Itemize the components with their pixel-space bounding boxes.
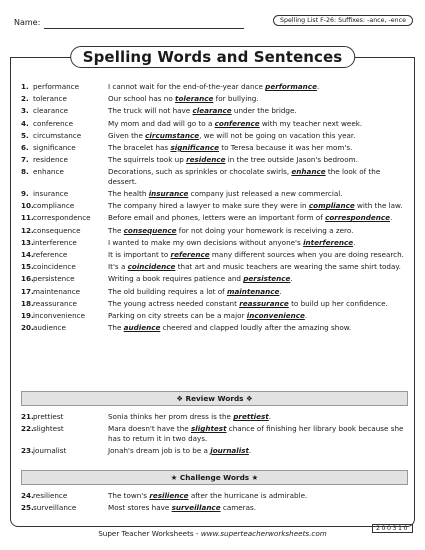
spelling-word: compliance	[33, 201, 75, 211]
sentence-text: Writing a book requires patience and	[108, 274, 244, 284]
example-sentence	[108, 299, 406, 309]
item-number: 13.	[21, 237, 34, 247]
list-item	[21, 189, 406, 199]
spelling-word: maintenance	[33, 286, 81, 296]
spelling-word: circumstance	[33, 130, 82, 140]
sentence-text: , we will not be going on vacation this year.	[199, 130, 356, 140]
list-item	[21, 94, 406, 104]
list-item	[21, 131, 406, 141]
example-sentence	[108, 287, 406, 297]
sentence-text: .	[248, 445, 252, 455]
example-sentence	[108, 503, 406, 513]
list-item	[21, 323, 406, 333]
example-sentence	[108, 446, 406, 456]
list-item	[21, 250, 406, 260]
spelling-word: persistence	[33, 274, 75, 284]
spelling-word: inconvenience	[33, 310, 86, 320]
example-sentence	[108, 189, 406, 199]
example-sentence	[108, 106, 406, 116]
example-sentence	[108, 155, 406, 165]
name-label: Name:	[14, 18, 41, 27]
sentence-text: .	[279, 286, 282, 296]
list-item	[21, 262, 406, 272]
example-sentence	[108, 94, 406, 104]
sentence-text: The young actress needed constant	[108, 298, 240, 308]
list-item	[21, 446, 406, 456]
highlighted-word: interference	[303, 237, 354, 247]
list-item	[21, 143, 406, 153]
sentence-text: The	[108, 323, 124, 333]
highlighted-word: conference	[214, 118, 260, 128]
challenge-words-header: ★ Challenge Words ★	[21, 470, 408, 485]
highlighted-word: compliance	[308, 201, 355, 211]
item-number: 5.	[21, 130, 29, 140]
sentence-text: Most stores have	[108, 503, 172, 513]
example-sentence	[108, 262, 406, 272]
sentence-text: .	[390, 213, 393, 223]
worksheet-code: 200310	[372, 524, 413, 533]
list-item	[21, 491, 406, 501]
sentence-text: I wanted to make my own decisions without anyone's	[108, 237, 304, 247]
list-item	[21, 213, 406, 223]
highlighted-word: coincidence	[127, 262, 176, 272]
highlighted-word: reference	[170, 250, 210, 260]
sentence-text: Sonia thinks her prom dress is the	[108, 412, 234, 421]
item-number: 14.	[21, 250, 34, 260]
sentence-text: It's a	[108, 262, 128, 272]
sentence-text: to Teresa because it was her mom's.	[218, 142, 353, 152]
highlighted-word: journalist	[210, 445, 249, 455]
sentence-text: .	[316, 82, 320, 91]
sentence-text: many different sources when you are doing research.	[209, 250, 404, 260]
example-sentence	[108, 167, 406, 186]
sentence-text: The town's	[108, 491, 150, 500]
sentence-text: The truck will not have	[108, 106, 193, 116]
sentence-text: for not doing your homework is receiving a zero.	[176, 225, 354, 235]
footer	[0, 529, 425, 538]
example-sentence	[108, 323, 406, 333]
item-number: 8.	[21, 167, 29, 177]
list-item	[21, 119, 406, 129]
highlighted-word: inconvenience	[246, 310, 305, 320]
list-item	[21, 106, 406, 116]
item-number: 20.	[21, 323, 34, 333]
list-item	[21, 287, 406, 297]
example-sentence	[108, 311, 406, 321]
list-item	[21, 167, 406, 186]
sentence-text: The	[108, 225, 124, 235]
sentence-text: Jonah's dream job is to be a	[108, 445, 211, 455]
spelling-word: reference	[33, 250, 68, 260]
sentence-text: Mara doesn't have the	[108, 424, 192, 434]
sentence-text: My mom and dad will go to a	[108, 118, 215, 128]
highlighted-word: enhance	[291, 167, 326, 177]
example-sentence	[108, 143, 406, 153]
word-list	[21, 82, 406, 335]
item-number: 12.	[21, 225, 34, 235]
list-item	[21, 155, 406, 165]
example-sentence	[108, 131, 406, 141]
highlighted-word: reassurance	[239, 298, 289, 308]
highlighted-word: tolerance	[175, 94, 214, 104]
item-number: 16.	[21, 274, 34, 284]
spelling-word: significance	[33, 142, 76, 152]
item-number: 25.	[21, 503, 34, 513]
list-item	[21, 226, 406, 236]
sentence-text: chance of finishing her library book because she has to return it in two days.	[108, 424, 404, 443]
highlighted-word: resilience	[149, 491, 189, 500]
item-number: 9.	[21, 189, 29, 199]
example-sentence	[108, 274, 406, 284]
highlighted-word: persistence	[243, 274, 291, 284]
item-number: 15.	[21, 262, 34, 272]
item-number: 17.	[21, 286, 34, 296]
spelling-word: correspondence	[33, 213, 91, 223]
sentence-text: It is important to	[108, 250, 171, 260]
spelling-word: journalist	[33, 445, 67, 455]
spelling-word: conference	[33, 118, 74, 128]
example-sentence	[108, 412, 406, 422]
spelling-word: performance	[33, 82, 80, 91]
highlighted-word: clearance	[192, 106, 232, 116]
example-sentence	[108, 213, 406, 223]
example-sentence	[108, 82, 406, 92]
list-item	[21, 299, 406, 309]
example-sentence	[108, 201, 406, 211]
review-list	[21, 412, 406, 458]
spelling-list-badge: Spelling List F-26: Suffixes: -ance, -ence	[273, 15, 413, 26]
title-wrap	[10, 46, 415, 68]
sentence-text: I cannot wait for the end-of-the-year dance	[108, 82, 266, 91]
list-item	[21, 311, 406, 321]
sentence-text: Before email and phones, letters were an important form of	[108, 213, 326, 223]
sentence-text: Given the	[108, 130, 146, 140]
spelling-word: reassurance	[33, 298, 77, 308]
name-line[interactable]	[44, 28, 244, 29]
example-sentence	[108, 424, 406, 443]
highlighted-word: significance	[170, 142, 219, 152]
highlighted-word: prettiest	[233, 412, 269, 421]
list-item	[21, 424, 406, 443]
highlighted-word: consequence	[123, 225, 177, 235]
item-number: 4.	[21, 118, 29, 128]
spelling-word: slightest	[33, 424, 64, 434]
sentence-text: for bullying.	[213, 94, 259, 104]
item-number: 11.	[21, 213, 34, 223]
review-words-header: ❖ Review Words ❖	[21, 391, 408, 406]
spelling-word: prettiest	[33, 412, 64, 421]
item-number: 6.	[21, 142, 29, 152]
highlighted-word: performance	[265, 82, 317, 91]
item-number: 22.	[21, 424, 34, 434]
sentence-text: with my teacher next week.	[259, 118, 363, 128]
sentence-text: the look of the dessert.	[108, 167, 381, 186]
spelling-word: coincidence	[33, 262, 76, 272]
highlighted-word: maintenance	[226, 286, 280, 296]
sentence-text: that art and music teachers are wearing the same shirt today.	[175, 262, 401, 272]
item-number: 24.	[21, 491, 34, 500]
highlighted-word: insurance	[148, 189, 189, 199]
item-number: 7.	[21, 155, 29, 165]
footer-separator: -	[193, 529, 201, 538]
sentence-text: after the hurricane is admirable.	[188, 491, 308, 500]
spelling-word: tolerance	[33, 94, 67, 104]
highlighted-word: surveillance	[171, 503, 221, 513]
spelling-word: interference	[33, 237, 77, 247]
name-label-row	[14, 18, 40, 27]
sentence-text: .	[353, 237, 356, 247]
item-number: 23.	[21, 445, 34, 455]
spelling-word: consequence	[33, 225, 81, 235]
item-number: 1.	[21, 82, 29, 91]
list-item	[21, 82, 406, 92]
list-item	[21, 274, 406, 284]
sentence-text: with the law.	[354, 201, 403, 211]
item-number: 21.	[21, 412, 34, 421]
sentence-text: The company hired a lawyer to make sure they were in	[108, 201, 309, 211]
spelling-word: audience	[33, 323, 66, 333]
list-item	[21, 201, 406, 211]
spelling-word: resilience	[33, 491, 68, 500]
sentence-text: The health	[108, 189, 149, 199]
highlighted-word: correspondence	[325, 213, 390, 223]
sentence-text: under the bridge.	[231, 106, 297, 116]
item-number: 18.	[21, 298, 34, 308]
sentence-text: to build up her confidence.	[288, 298, 388, 308]
sentence-text: cameras.	[220, 503, 257, 513]
example-sentence	[108, 491, 406, 501]
spelling-word: enhance	[33, 167, 64, 177]
sentence-text: The old building requires a lot of	[108, 286, 227, 296]
spelling-word: insurance	[33, 189, 69, 199]
challenge-list	[21, 491, 406, 515]
sentence-text: .	[268, 412, 272, 421]
item-number: 10.	[21, 201, 34, 211]
sentence-text: The squirrels took up	[108, 155, 187, 165]
example-sentence	[108, 238, 406, 248]
example-sentence	[108, 119, 406, 129]
footer-site-name: Super Teacher Worksheets	[98, 529, 194, 538]
sentence-text: cheered and clapped loudly after the amazing show.	[160, 323, 352, 333]
highlighted-word: slightest	[191, 424, 227, 434]
sentence-text: company just released a new commercial.	[188, 189, 343, 199]
spelling-word: clearance	[33, 106, 69, 116]
item-number: 3.	[21, 106, 29, 116]
sentence-text: .	[304, 310, 308, 320]
footer-url[interactable]: www.superteacherworksheets.com	[200, 529, 327, 538]
example-sentence	[108, 250, 406, 260]
sentence-text: Decorations, such as sprinkles or chocolate swirls,	[108, 167, 292, 177]
sentence-text: The bracelet has	[108, 142, 171, 152]
highlighted-word: audience	[123, 323, 161, 333]
list-item	[21, 503, 406, 513]
page-title: Spelling Words and Sentences	[70, 46, 356, 68]
sentence-text: Parking on city streets can be a major	[108, 310, 247, 320]
list-item	[21, 412, 406, 422]
spelling-word: residence	[33, 155, 68, 165]
sentence-text: Our school has no	[108, 94, 176, 104]
sentence-text: in the tree outside Jason's bedroom.	[225, 155, 358, 165]
highlighted-word: circumstance	[145, 130, 200, 140]
list-item	[21, 238, 406, 248]
item-number: 19.	[21, 310, 34, 320]
example-sentence	[108, 226, 406, 236]
item-number: 2.	[21, 94, 29, 104]
highlighted-word: residence	[186, 155, 226, 165]
sentence-text: .	[290, 274, 293, 284]
spelling-word: surveillance	[33, 503, 77, 513]
